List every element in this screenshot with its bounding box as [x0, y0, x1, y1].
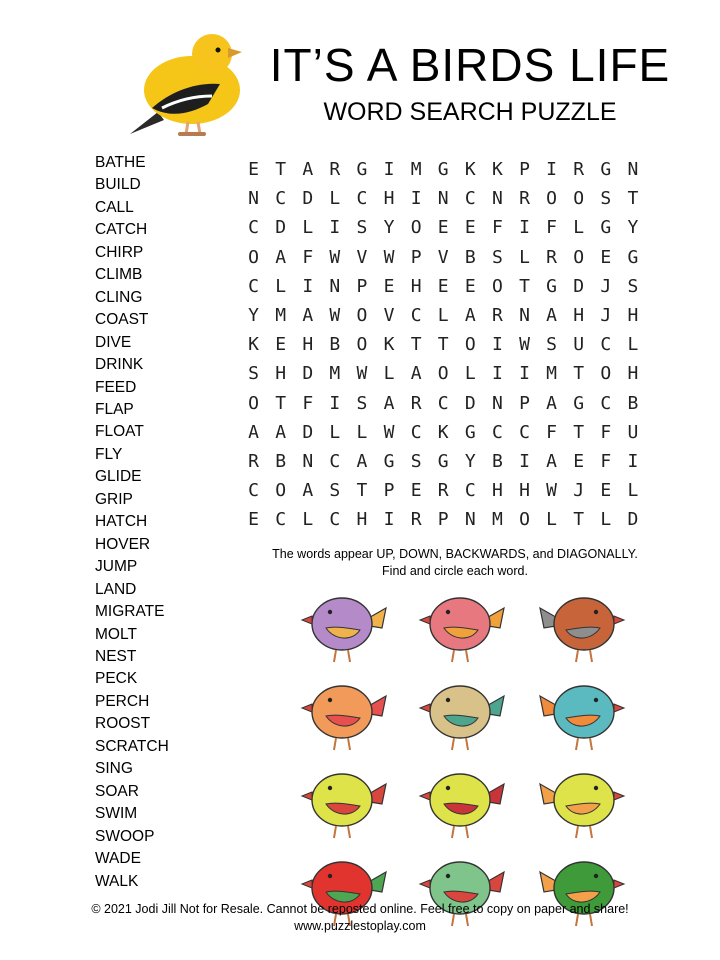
word-list-item: FLOAT [95, 423, 144, 441]
grid-letter[interactable]: I [491, 334, 503, 356]
grid-letter[interactable]: I [329, 217, 341, 239]
grid-letter[interactable]: L [383, 363, 395, 385]
instructions-line-1: The words appear UP, DOWN, BACKWARDS, and DIAGONALLY. [272, 547, 638, 561]
grid-letter[interactable]: S [546, 334, 557, 356]
grid-letter[interactable]: B [275, 450, 287, 472]
orange-bird [290, 666, 400, 754]
grid-letter[interactable]: H [383, 188, 395, 210]
grid-letter[interactable]: Y [464, 450, 476, 472]
grid-letter[interactable]: W [383, 421, 395, 443]
word-list-item: FLY [95, 445, 123, 463]
grid-letter[interactable]: O [248, 246, 259, 268]
grid-letter[interactable]: S [627, 275, 639, 297]
grid-letter[interactable]: I [546, 159, 557, 180]
grid-letter[interactable]: I [410, 188, 422, 210]
grid-letter[interactable]: C [410, 304, 422, 326]
grid-letter[interactable]: G [600, 159, 612, 180]
word-list-item: SING [95, 760, 133, 778]
word-list-item: BUILD [95, 176, 141, 194]
grid-letter[interactable]: R [437, 480, 449, 502]
grid-letter[interactable]: N [302, 450, 314, 472]
grid-letter[interactable]: I [302, 275, 314, 297]
grid-letter[interactable]: D [275, 217, 287, 239]
grid-letter[interactable]: T [437, 334, 449, 356]
grid-letter[interactable]: R [491, 304, 503, 326]
grid-letter[interactable]: L [519, 246, 530, 268]
word-list-item: LAND [95, 580, 137, 598]
grid-letter[interactable]: O [573, 188, 585, 210]
puzzle-grid [240, 159, 646, 538]
word-list-item: DIVE [95, 333, 132, 351]
purple-bird [290, 578, 400, 666]
grid-letter[interactable]: H [627, 363, 639, 385]
grid-letter[interactable]: L [302, 217, 314, 239]
grid-letter[interactable]: U [573, 334, 585, 356]
yellow-bird-2 [408, 754, 518, 842]
grid-letter[interactable]: G [437, 450, 449, 472]
grid-letter[interactable]: O [275, 480, 287, 502]
word-list-item: CLIMB [95, 266, 143, 284]
grid-letter[interactable]: L [302, 509, 314, 531]
grid-letter[interactable]: O [248, 392, 259, 414]
grid-letter[interactable]: O [519, 509, 530, 531]
grid-letter[interactable]: K [491, 159, 503, 180]
grid-letter[interactable]: L [437, 304, 449, 326]
grid-letter[interactable]: L [600, 509, 612, 531]
grid-letter[interactable]: E [437, 275, 449, 297]
instructions [245, 546, 665, 580]
grid-letter[interactable]: R [248, 450, 259, 472]
grid-letter[interactable]: D [302, 363, 314, 385]
grid-letter[interactable]: C [519, 421, 530, 443]
grid-letter[interactable]: N [248, 188, 259, 210]
word-list-item: BATHE [95, 154, 146, 171]
grid-letter[interactable]: O [491, 275, 503, 297]
grid-letter[interactable]: O [410, 217, 422, 239]
grid-letter[interactable]: C [275, 188, 287, 210]
grid-letter[interactable]: E [464, 217, 476, 239]
grid-letter[interactable]: A [275, 246, 287, 268]
grid-letter[interactable]: R [410, 509, 422, 531]
grid-letter[interactable]: W [383, 246, 395, 268]
word-list-item: NEST [95, 647, 137, 665]
instructions-line-2: Find and circle each word. [382, 564, 528, 578]
grid-letter[interactable]: G [573, 392, 585, 414]
grid-letter[interactable]: S [356, 217, 368, 239]
grid-letter[interactable]: K [464, 159, 476, 180]
grid-letter[interactable]: O [464, 334, 476, 356]
grid-letter[interactable]: L [627, 334, 639, 356]
grid-letter[interactable]: F [546, 217, 557, 239]
grid-letter[interactable]: L [546, 509, 557, 531]
goldfinch-illustration [100, 22, 250, 152]
grid-letter[interactable]: I [519, 217, 530, 239]
grid-letter[interactable]: I [383, 509, 395, 531]
grid-letter[interactable]: A [275, 421, 287, 443]
grid-letter[interactable]: E [410, 480, 422, 502]
grid-letter[interactable]: Y [248, 304, 259, 326]
grid-letter[interactable]: W [519, 334, 530, 356]
grid-letter[interactable]: C [248, 275, 259, 297]
grid-letter[interactable]: D [627, 509, 639, 531]
grid-letter[interactable]: C [275, 509, 287, 531]
word-list-item: WALK [95, 872, 139, 890]
grid-letter[interactable]: H [519, 480, 530, 502]
word-list-item: PERCH [95, 692, 150, 710]
website-link[interactable]: www.puzzlestoplay.com [294, 919, 426, 933]
grid-letter[interactable]: P [383, 480, 395, 502]
teal-bird [526, 666, 636, 754]
grid-letter[interactable]: F [600, 450, 612, 472]
grid-letter[interactable]: O [356, 334, 368, 356]
grid-letter[interactable]: O [573, 246, 585, 268]
grid-letter[interactable]: L [275, 275, 287, 297]
grid-letter[interactable]: F [302, 392, 314, 414]
grid-letter[interactable]: E [600, 246, 612, 268]
grid-letter[interactable]: A [302, 304, 314, 326]
grid-letter[interactable]: U [627, 421, 639, 443]
grid-letter[interactable]: C [248, 480, 259, 502]
grid-letter[interactable]: H [573, 304, 585, 326]
grid-letter[interactable]: T [356, 480, 368, 502]
grid-letter[interactable]: P [519, 159, 530, 180]
word-list-item: HATCH [95, 513, 148, 531]
word-list-item: DRINK [95, 356, 144, 374]
grid-letter[interactable]: J [600, 304, 612, 326]
grid-letter[interactable]: Y [383, 217, 395, 239]
word-list-item: PECK [95, 670, 138, 688]
grid-letter[interactable]: F [600, 421, 612, 443]
grid-letter[interactable]: G [356, 159, 368, 180]
grid-letter[interactable]: B [627, 392, 639, 414]
grid-letter[interactable]: H [302, 334, 314, 356]
grid-letter[interactable]: G [627, 246, 639, 268]
grid-letter[interactable]: C [248, 217, 259, 239]
grid-letter[interactable]: H [356, 509, 368, 531]
grid-letter[interactable]: P [410, 246, 422, 268]
grid-letter[interactable]: O [600, 363, 612, 385]
grid-letter[interactable]: C [437, 392, 449, 414]
grid-letter[interactable]: T [573, 363, 585, 385]
grid-letter[interactable]: N [627, 159, 639, 180]
grid-letter[interactable]: B [491, 450, 503, 472]
grid-letter[interactable]: N [329, 275, 341, 297]
word-list-item: FLAP [95, 400, 134, 418]
grid-letter[interactable]: R [573, 159, 585, 180]
grid-letter[interactable]: C [329, 509, 341, 531]
grid-letter[interactable]: A [546, 304, 557, 326]
word-list-item: CHIRP [95, 243, 144, 261]
grid-letter[interactable]: E [573, 450, 585, 472]
grid-letter[interactable]: C [464, 480, 476, 502]
grid-letter[interactable]: W [329, 304, 341, 326]
grid-letter[interactable]: S [329, 480, 341, 502]
grid-letter[interactable]: T [519, 275, 530, 297]
grid-letter[interactable]: S [491, 246, 503, 268]
grid-letter[interactable]: G [546, 275, 557, 297]
grid-letter[interactable]: E [383, 275, 395, 297]
grid-letter[interactable]: E [248, 509, 259, 531]
grid-letter[interactable]: A [383, 392, 395, 414]
word-list-item: CLING [95, 288, 143, 306]
grid-letter[interactable]: W [546, 480, 557, 502]
grid-letter[interactable]: T [275, 159, 287, 180]
yellow-bird-1 [290, 754, 400, 842]
grid-letter[interactable]: D [464, 392, 476, 414]
grid-letter[interactable]: A [464, 304, 476, 326]
grid-letter[interactable]: L [627, 480, 639, 502]
grid-letter[interactable]: H [410, 275, 422, 297]
grid-letter[interactable]: E [464, 275, 476, 297]
word-list-item: GLIDE [95, 468, 142, 486]
grid-letter[interactable]: J [573, 480, 585, 502]
grid-letter[interactable]: Y [627, 217, 639, 239]
word-list-item: SOAR [95, 782, 139, 800]
grid-letter[interactable]: A [356, 450, 368, 472]
grid-letter[interactable]: I [519, 450, 530, 472]
grid-letter[interactable]: C [410, 421, 422, 443]
word-list-item: HOVER [95, 535, 151, 553]
grid-letter[interactable]: R [546, 246, 557, 268]
grid-letter[interactable]: O [437, 363, 449, 385]
grid-letter[interactable]: L [329, 421, 341, 443]
word-list-item: WADE [95, 850, 141, 868]
word-list-item: SWIM [95, 805, 138, 823]
grid-letter[interactable]: T [627, 188, 639, 210]
grid-letter[interactable]: E [248, 159, 259, 180]
copyright-text: © 2021 Jodi Jill Not for Resale. Cannot be reposted online. Feel free to copy on paper and share! [91, 902, 629, 916]
grid-letter[interactable]: L [329, 188, 341, 210]
grid-letter[interactable]: W [329, 246, 341, 268]
grid-letter[interactable]: H [275, 363, 287, 385]
grid-letter[interactable]: C [464, 188, 476, 210]
grid-letter[interactable]: A [410, 363, 422, 385]
grid-letter[interactable]: F [491, 217, 503, 239]
grid-letter[interactable]: J [600, 275, 612, 297]
grid-letter[interactable]: F [546, 421, 557, 443]
grid-letter[interactable]: G [383, 450, 395, 472]
grid-letter[interactable]: L [356, 421, 368, 443]
grid-letter[interactable]: V [437, 246, 449, 268]
grid-letter[interactable]: I [383, 159, 395, 180]
grid-letter[interactable]: R [519, 188, 530, 210]
beige-bird [408, 666, 518, 754]
grid-letter[interactable]: M [491, 509, 503, 531]
page-subtitle: WORD SEARCH PUZZLE [323, 98, 617, 126]
grid-letter[interactable]: A [546, 392, 557, 414]
grid-letter[interactable]: I [627, 450, 639, 472]
grid-letter[interactable]: V [356, 246, 368, 268]
grid-letter[interactable]: L [573, 217, 585, 239]
grid-letter[interactable]: L [464, 363, 476, 385]
grid-letter[interactable]: I [491, 363, 503, 385]
grid-letter[interactable]: A [302, 159, 314, 180]
grid-letter[interactable]: S [410, 450, 422, 472]
grid-letter[interactable]: O [546, 188, 557, 210]
grid-letter[interactable]: F [302, 246, 314, 268]
grid-letter[interactable]: E [437, 217, 449, 239]
grid-letter[interactable]: V [383, 304, 395, 326]
grid-letter[interactable]: T [573, 509, 585, 531]
word-list-item: MIGRATE [95, 603, 165, 621]
grid-letter[interactable]: P [437, 509, 449, 531]
grid-letter[interactable]: G [437, 159, 449, 180]
word-list-item: SWOOP [95, 827, 155, 845]
bird-illustrations [290, 578, 636, 930]
grid-letter[interactable]: R [410, 392, 422, 414]
grid-letter[interactable]: C [356, 188, 368, 210]
grid-letter[interactable]: D [302, 188, 314, 210]
page-title: IT’S A BIRDS LIFE [269, 39, 671, 91]
grid-letter[interactable]: S [356, 392, 368, 414]
brown-bird [526, 578, 636, 666]
grid-letter[interactable]: M [410, 159, 422, 180]
grid-letter[interactable]: D [573, 275, 585, 297]
grid-letter[interactable]: M [329, 363, 341, 385]
grid-letter[interactable]: E [600, 480, 612, 502]
grid-letter[interactable]: R [329, 159, 341, 180]
grid-letter[interactable]: N [437, 188, 449, 210]
grid-letter[interactable]: C [600, 392, 612, 414]
word-list-item: GRIP [95, 490, 133, 508]
grid-letter[interactable]: A [302, 480, 314, 502]
yellow-bird-3 [526, 754, 636, 842]
word-list [95, 152, 169, 893]
grid-letter[interactable]: A [248, 421, 259, 443]
footer [0, 901, 720, 935]
grid-letter[interactable]: B [464, 246, 476, 268]
grid-letter[interactable]: C [329, 450, 341, 472]
word-list-item: MOLT [95, 625, 137, 643]
grid-letter[interactable]: N [491, 392, 503, 414]
grid-letter[interactable]: S [600, 188, 612, 210]
grid-letter[interactable]: P [356, 275, 368, 297]
grid-letter[interactable]: S [248, 363, 259, 385]
grid-letter[interactable]: N [491, 188, 503, 210]
grid-letter[interactable]: B [329, 334, 341, 356]
grid-letter[interactable]: G [464, 421, 476, 443]
grid-letter[interactable]: K [383, 334, 395, 356]
pink-bird [408, 578, 518, 666]
grid-letter[interactable]: H [627, 304, 639, 326]
grid-letter[interactable]: E [275, 334, 287, 356]
grid-letter[interactable]: M [275, 304, 287, 326]
grid-letter[interactable]: T [410, 334, 422, 356]
grid-letter[interactable]: T [573, 421, 585, 443]
grid-letter[interactable]: A [546, 450, 557, 472]
grid-letter[interactable]: M [546, 363, 557, 385]
grid-letter[interactable]: P [519, 392, 530, 414]
grid-letter[interactable]: N [464, 509, 476, 531]
grid-letter[interactable]: K [248, 334, 259, 356]
grid-letter[interactable]: K [437, 421, 449, 443]
grid-letter[interactable]: C [491, 421, 503, 443]
grid-letter[interactable]: I [519, 363, 530, 385]
word-list-item: CALL [95, 198, 134, 216]
grid-letter[interactable]: I [329, 392, 341, 414]
word-list-item: JUMP [95, 558, 138, 576]
grid-letter[interactable]: T [275, 392, 287, 414]
grid-letter[interactable]: G [600, 217, 612, 239]
grid-letter[interactable]: N [519, 304, 530, 326]
word-list-item: CATCH [95, 221, 148, 239]
grid-letter[interactable]: W [356, 363, 368, 385]
grid-letter[interactable]: O [356, 304, 368, 326]
word-list-item: ROOST [95, 715, 151, 733]
grid-letter[interactable]: H [491, 480, 503, 502]
word-list-item: FEED [95, 378, 137, 396]
grid-letter[interactable]: C [600, 334, 612, 356]
grid-letter[interactable]: D [302, 421, 314, 443]
word-list-item: COAST [95, 311, 149, 329]
word-list-item: SCRATCH [95, 737, 169, 755]
